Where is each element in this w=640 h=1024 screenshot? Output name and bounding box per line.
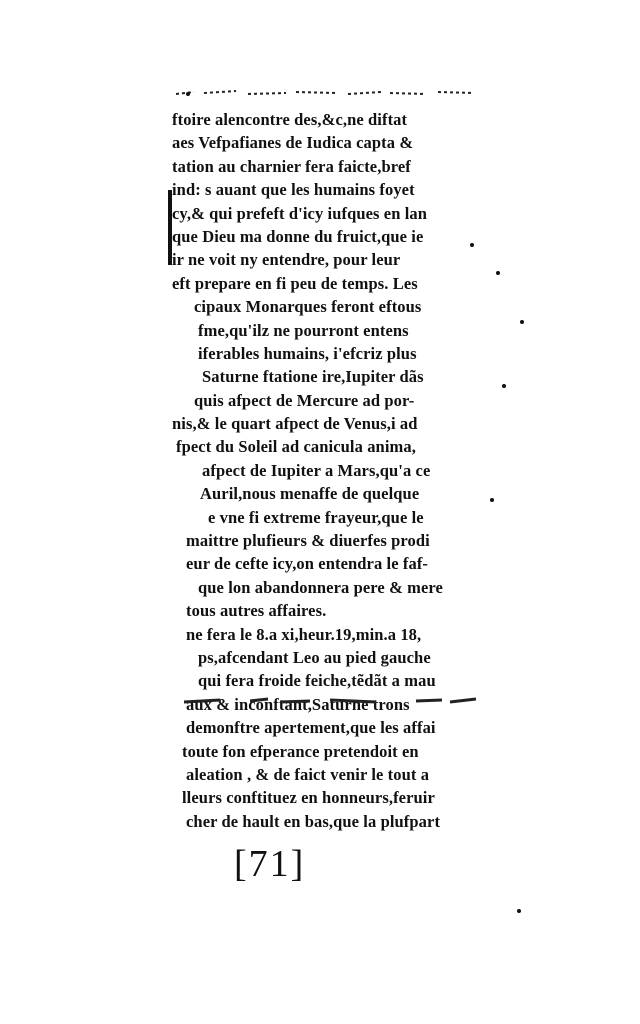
- text-block: [172, 108, 482, 833]
- text-line: demonftre apertement,que les affai: [186, 718, 436, 738]
- text-line: fpect du Soleil ad canicula anima,: [176, 437, 416, 457]
- text-line: toute fon efperance pretendoit en: [182, 741, 419, 761]
- text-line: quis afpect de Mercure ad por-: [194, 390, 415, 410]
- text-line: iferables humains, i'efcriz plus: [198, 343, 417, 363]
- text-line: cipaux Monarques feront eftous: [194, 297, 422, 317]
- text-line: aes Vefpafianes de Iudica capta &: [172, 133, 414, 153]
- top-margin-marks: [176, 88, 476, 98]
- text-line: tation au charnier fera faicte,bref: [172, 156, 411, 176]
- text-line: que Dieu ma donne du fruict,que ie: [172, 226, 424, 246]
- speck-mark: [470, 243, 474, 247]
- text-line: aleation , & de faict venir le tout a: [186, 764, 430, 784]
- text-line: cher de hault en bas,que la plufpart: [186, 811, 441, 831]
- speck-mark: [502, 384, 506, 388]
- text-line: ps,afcendant Leo au pied gauche: [198, 647, 431, 667]
- text-line: e vne fi extreme frayeur,que le: [208, 507, 424, 527]
- text-line: ind: s auant que les humains foyet: [172, 180, 415, 200]
- text-line: fme,qu'ilz ne pourront entens: [198, 320, 409, 340]
- text-line: maittre plufieurs & diuerfes prodi: [186, 531, 430, 551]
- page-folio: [71]: [234, 843, 306, 885]
- text-line: nis,& le quart afpect de Venus,i ad: [172, 414, 418, 434]
- speck-mark: [490, 498, 494, 502]
- text-line: Auril,nous menaffe de quelque: [200, 484, 420, 504]
- text-line: afpect de Iupiter a Mars,qu'a ce: [202, 460, 431, 480]
- text-line: lleurs conftituez en honneurs,feruir: [182, 788, 435, 808]
- text-line: aux & inconftant,Saturne trons: [186, 694, 410, 714]
- speck-mark: [517, 909, 521, 913]
- text-line: eur de cefte icy,on entendra le faf-: [186, 554, 429, 574]
- text-line: que lon abandonnera pere & mere: [198, 577, 443, 597]
- text-line: eft prepare en fi peu de temps. Les: [172, 273, 418, 293]
- text-line: ftoire alencontre des,&c,ne diftat: [172, 110, 408, 129]
- bottom-cut-line-marks: [180, 694, 480, 708]
- text-line: ir ne voit ny entendre, pour leur: [172, 250, 401, 270]
- speck-mark: [520, 320, 524, 324]
- text-line: ne fera le 8.a xi,heur.19,min.a 18,: [186, 624, 422, 644]
- text-line: qui fera froide feiche,tẽdãt a mau: [198, 671, 436, 691]
- text-line: tous autres affaires.: [186, 601, 327, 621]
- speck-mark: [496, 271, 500, 275]
- text-line: Saturne ftatione ire,Iupiter dãs: [202, 367, 424, 387]
- text-line: cy,& qui prefeft d'icy iufques en lan: [172, 203, 428, 223]
- speck-mark: [186, 92, 190, 96]
